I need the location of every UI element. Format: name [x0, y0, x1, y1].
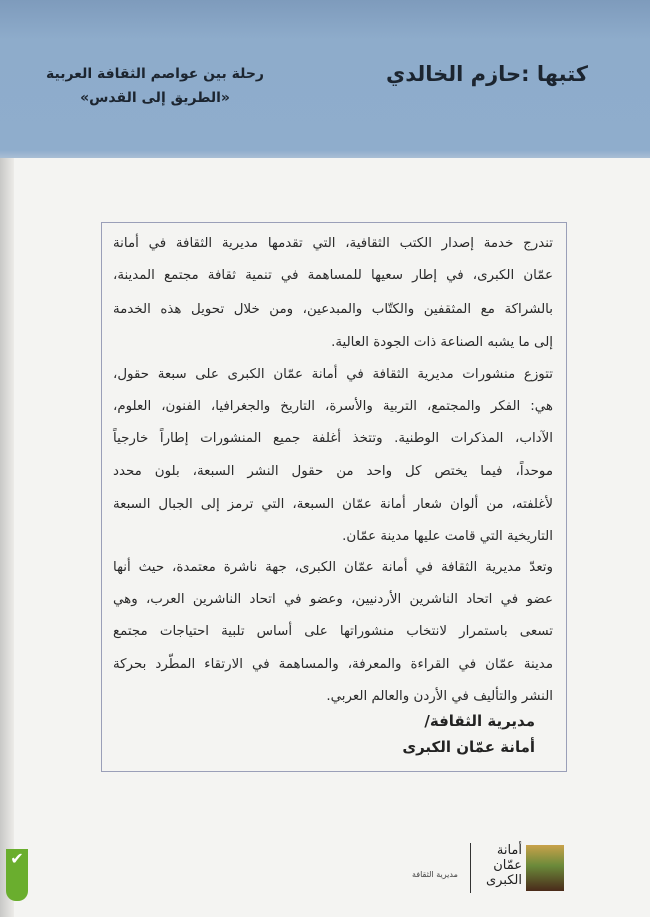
body-text-line: عضو في اتحاد الناشرين الأردنيين، وعضو في اتحاد الناشرين العرب، وهي [113, 592, 553, 607]
logo-text-1: أمانة [496, 843, 522, 858]
book-title: رحلة بين عواصم الثقافة العربية [46, 66, 264, 82]
body-text-line: لأغلفته، من ألوان شعار أمانة عمّان السبعة، التي ترمز إلى الجبال السبعة [113, 497, 553, 512]
body-text-line: عمّان الكبرى، في إطار سعيها للمساهمة في تنمية ثقافة مجتمع المدينة، [113, 268, 553, 283]
logo-divider [470, 843, 471, 893]
page-binding-edge [0, 158, 14, 917]
logo-text-2: عمّان [493, 858, 522, 873]
body-text-line: وتعدّ مديرية الثقافة في أمانة عمّان الكبرى، جهة ناشرة معتمدة، حيث أنها [113, 560, 553, 575]
author-credit: كتبها :حازم الخالدي [386, 62, 588, 86]
body-text-line: موحداً، فيما يختص كل واحد من حقول النشر السبعة، بلون محدد [113, 464, 553, 479]
department-label: مديرية الثقافة [412, 870, 458, 879]
signature-line-1: مديرية الثقافة/ [424, 712, 535, 730]
signature-line-2: أمانة عمّان الكبرى [402, 738, 535, 756]
body-text-line: مدينة عمّان في القراءة والمعرفة، والمساهمة في الارتقاء المطّرد بحركة [113, 657, 553, 672]
book-subtitle: «الطريق إلى القدس» [80, 90, 230, 106]
logo-mark-icon [526, 845, 564, 891]
body-text-line: هي: الفكر والمجتمع، التربية والأسرة، التاريخ والجغرافيا، الفنون، العلوم، [113, 399, 553, 414]
checkmark-icon: ✔ [6, 849, 28, 901]
body-text-line: تتوزع منشورات مديرية الثقافة في أمانة عمّان الكبرى على سبعة حقول، [113, 367, 553, 382]
amman-logo [468, 843, 564, 897]
logo-text-3: الكبرى [485, 873, 522, 888]
body-text-line: إلى ما يشبه الصناعة ذات الجودة العالية. [331, 335, 553, 350]
body-text-line: تندرج خدمة إصدار الكتب الثقافية، التي تقدمها مديرية الثقافة في أمانة [113, 236, 553, 251]
body-text-line: النشر والتأليف في الأردن والعالم العربي. [326, 689, 553, 704]
body-text-line: بالشراكة مع المثقفين والكتّاب والمبدعين، ومن خلال تحويل هذه الخدمة [113, 302, 553, 317]
body-text-line: التاريخية التي قامت عليها مدينة عمّان. [342, 529, 553, 544]
body-text-line: تسعى باستمرار لانتخاب منشوراتها على أساس تلبية احتياجات مجتمع [113, 624, 553, 639]
body-text-line: الآداب، المذكرات الوطنية. وتتخذ أغلفة جميع المنشورات إطاراً خارجياً [113, 431, 553, 446]
